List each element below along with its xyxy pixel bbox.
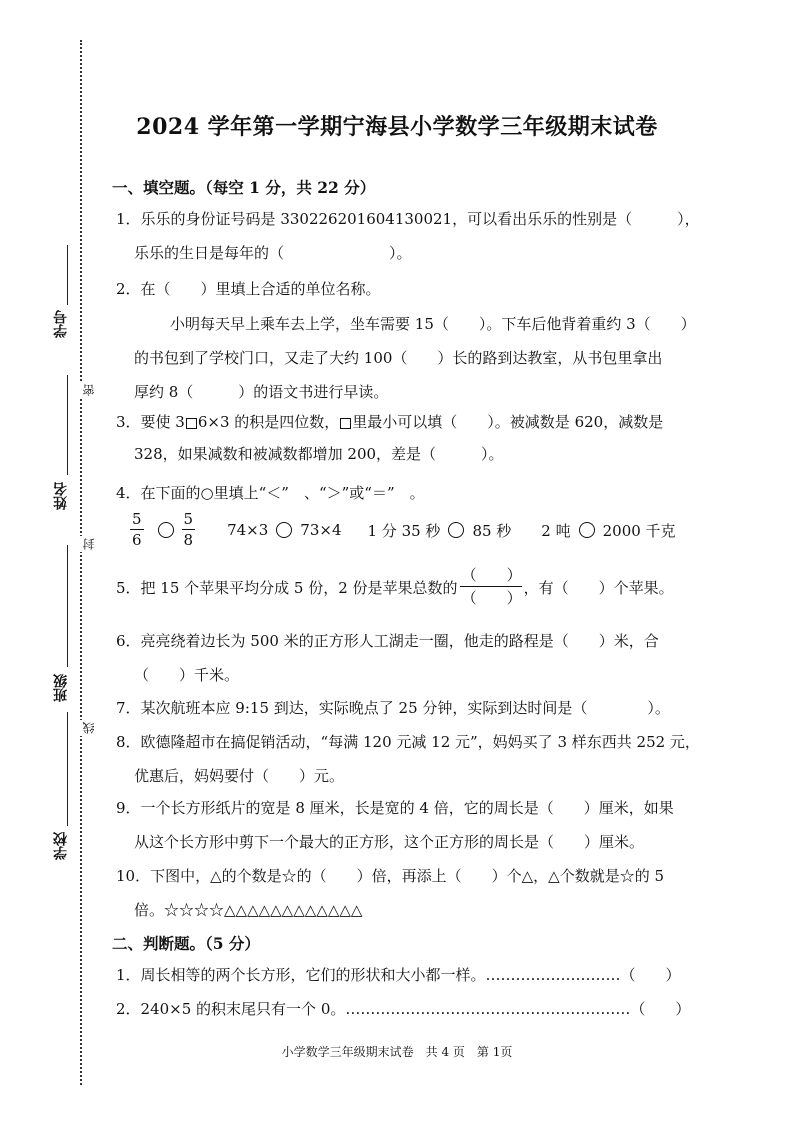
fraction-a-denominator: 6 bbox=[132, 531, 142, 549]
compare-right-4: 2000 千克 bbox=[602, 521, 676, 540]
fraction-b-numerator: 5 bbox=[183, 510, 194, 528]
student-id-label: 学号 bbox=[53, 310, 69, 338]
fraction-b-denominator: 8 bbox=[183, 531, 194, 549]
compare-right-3: 85 秒 bbox=[472, 521, 512, 540]
judge-item-1: 1．周长相等的两个长方形，它们的形状和大小都一样。………………………（ ） bbox=[116, 966, 681, 984]
school-blank[interactable] bbox=[67, 712, 68, 826]
q3-mid: 6×3 的积是四位数， bbox=[197, 413, 340, 431]
q9-line1: 9．一个长方形纸片的宽是 8 厘米，长是宽的 4 倍，它的周长是（ ）厘米，如果 bbox=[116, 799, 674, 817]
q2-line3: 的书包到了学校门口，又走了大约 100（ ）长的路到达教室，从书包里拿出 bbox=[134, 349, 663, 367]
q9-line2: 从这个长方形中剪下一个最大的正方形，这个正方形的周长是（ ）厘米。 bbox=[134, 833, 645, 851]
blank-square-icon bbox=[340, 418, 351, 429]
q5-blank-denominator: （ ） bbox=[461, 589, 522, 607]
fraction-a-numerator: 5 bbox=[132, 510, 142, 528]
q4-comparison-row bbox=[130, 512, 676, 548]
page-footer: 小学数学三年级期末试卷 共 4 页 第 1页 bbox=[281, 1045, 513, 1059]
blank-square-icon bbox=[186, 418, 197, 429]
compare-left-2: 74×3 bbox=[227, 521, 269, 539]
q5-blank-numerator: （ ） bbox=[460, 568, 522, 587]
line-mark: 线 bbox=[82, 722, 96, 734]
q4-line1: 4．在下面的○里填上“＜” 、“＞”或“＝” 。 bbox=[116, 484, 425, 502]
q10-line2: 倍。☆☆☆☆△△△△△△△△△△△△ bbox=[134, 901, 363, 919]
compare-left-4: 2 吨 bbox=[541, 521, 571, 540]
class-blank[interactable] bbox=[67, 545, 68, 667]
q5-blank-fraction[interactable] bbox=[460, 568, 522, 606]
name-label: 姓名 bbox=[53, 482, 69, 510]
compare-circle-4[interactable] bbox=[579, 522, 595, 538]
compare-circle-1[interactable] bbox=[158, 522, 174, 538]
q2-line4: 厚约 8（ ）的语文书进行早读。 bbox=[134, 383, 389, 401]
student-id-blank[interactable] bbox=[67, 245, 68, 305]
compare-right-2: 73×4 bbox=[300, 521, 342, 539]
q3-pre: 3．要使 3 bbox=[116, 413, 185, 431]
name-blank[interactable] bbox=[67, 375, 68, 475]
q1-line1: 1．乐乐的身份证号码是 330226201604130021，可以看出乐乐的性别是（ ）， bbox=[116, 210, 700, 228]
judge-item-2: 2．240×5 的积末尾只有一个 0。…………………………………………………（ ） bbox=[116, 1000, 691, 1018]
q2-line2: 小明每天早上乘车去上学，坐车需要 15（ ）。下车后他背着重约 3（ ） bbox=[170, 315, 696, 333]
exam-title: 2024 学年第一学期宁海县小学数学三年级期末试卷 bbox=[136, 114, 658, 140]
q3-line2: 328，如果减数和被减数都增加 200，差是（ ）。 bbox=[134, 445, 504, 463]
section2-heading: 二、判断题。（5 分） bbox=[112, 934, 260, 953]
seal-mark: 密 bbox=[82, 384, 96, 396]
class-label: 班级 bbox=[53, 674, 69, 702]
q5-post: ，有（ ）个苹果。 bbox=[523, 578, 674, 597]
q5-pre: 5．把 15 个苹果平均分成 5 份，2 份是苹果总数的 bbox=[116, 578, 458, 597]
school-label: 学校 bbox=[53, 832, 69, 860]
q10-line1: 10．下图中，△的个数是☆的（ ）倍，再添上（ ）个△，△个数就是☆的 5 bbox=[116, 867, 665, 885]
fraction-a bbox=[130, 512, 144, 548]
q8-line2: 优惠后，妈妈要付（ ）元。 bbox=[134, 767, 345, 785]
q3-post: 里最小可以填（ ）。被减数是 620，减数是 bbox=[352, 413, 664, 431]
q6-line1: 6．亮亮绕着边长为 500 米的正方形人工湖走一圈，他走的路程是（ ）米，合 bbox=[116, 632, 659, 650]
q3-line1 bbox=[116, 411, 663, 432]
q6-line2: （ ）千米。 bbox=[134, 666, 240, 684]
compare-circle-2[interactable] bbox=[276, 522, 292, 538]
q8-line1: 8．欧德隆超市在搞促销活动，“每满 120 元减 12 元”，妈妈买了 3 样东西共 252 元， bbox=[116, 733, 700, 751]
binding-dotted-line bbox=[80, 40, 82, 1085]
compare-circle-3[interactable] bbox=[448, 522, 464, 538]
q7-line: 7．某次航班本应 9:15 到达，实际晚点了 25 分钟，实际到达时间是（ ）。 bbox=[116, 699, 670, 717]
q5-line bbox=[116, 568, 674, 606]
seal-mark-2: 封 bbox=[82, 538, 96, 550]
q1-line2: 乐乐的生日是每年的（ ）。 bbox=[134, 244, 412, 262]
compare-left-3: 1 分 35 秒 bbox=[367, 521, 441, 540]
fraction-b bbox=[182, 512, 196, 548]
q2-line1: 2．在（ ）里填上合适的单位名称。 bbox=[116, 280, 381, 298]
section1-heading: 一、填空题。（每空 1 分，共 22 分） bbox=[112, 178, 376, 197]
